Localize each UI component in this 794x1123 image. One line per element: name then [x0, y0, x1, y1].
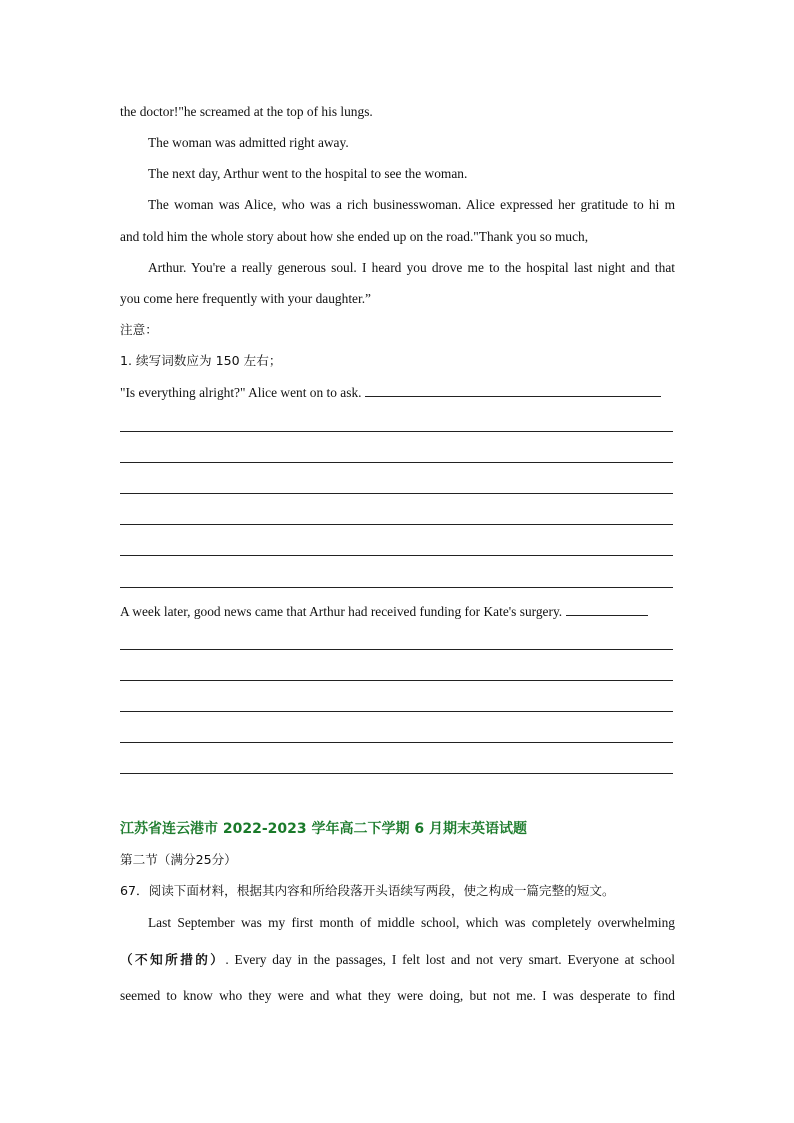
passage-line: and told him the whole story about how she ended up on the road."Thank you so much, — [120, 229, 589, 244]
writing-prompt-2-text: A week later, good news came that Arthur had received funding for Kate's surgery. — [120, 604, 563, 619]
answer-line[interactable] — [120, 431, 673, 432]
passage-line: The next day, Arthur went to the hospital to see the woman. — [148, 166, 468, 181]
passage-line: The woman was admitted right away. — [148, 135, 349, 150]
passage-line: Last September was my first month of middle school, which was completely overwhelming — [148, 915, 675, 930]
answer-line[interactable] — [120, 711, 673, 712]
writing-prompt-1 — [120, 382, 675, 403]
answer-line[interactable] — [120, 493, 673, 494]
notes-label: 注意： — [120, 322, 158, 337]
answer-line[interactable] — [120, 462, 673, 463]
passage-line: the doctor!"he screamed at the top of his lungs. — [120, 104, 373, 119]
question-instruction: 67．阅读下面材料，根据其内容和所给段落开头语续写两段，使之构成一篇完整的短文。 — [120, 883, 615, 898]
answer-line[interactable] — [120, 742, 673, 743]
passage-line: you come here frequently with your daughter.” — [120, 291, 371, 306]
passage-line: Arthur. You're a really generous soul. I heard you drove me to the hospital last night and that — [148, 260, 675, 275]
gloss-text: （不知所措的） — [120, 952, 226, 967]
notes-item: 1. 续写词数应为 150 左右； — [120, 353, 282, 368]
passage-line — [120, 950, 675, 970]
answer-line[interactable] — [120, 587, 673, 588]
writing-prompt-2 — [120, 601, 675, 622]
answer-line[interactable] — [120, 649, 673, 650]
passage-line-text: . Every day in the passages, I felt lost and not very smart. Everyone at school — [225, 952, 676, 967]
section-title: 江苏省连云港市 2022-2023 学年高二下学期 6 月期末英语试题 — [120, 821, 527, 837]
answer-blank[interactable] — [566, 601, 648, 616]
answer-line[interactable] — [120, 680, 673, 681]
section-subtitle: 第二节（满分25分） — [120, 852, 237, 867]
answer-line[interactable] — [120, 524, 673, 525]
answer-blank[interactable] — [365, 382, 661, 397]
writing-prompt-1-text: "Is everything alright?" Alice went on to ask. — [120, 385, 362, 400]
answer-line[interactable] — [120, 773, 673, 774]
passage-line: The woman was Alice, who was a rich businesswoman. Alice expressed her gratitude to hi m — [148, 197, 675, 212]
answer-line[interactable] — [120, 555, 673, 556]
passage-line: seemed to know who they were and what they were doing, but not me. I was desperate to find — [120, 988, 675, 1003]
